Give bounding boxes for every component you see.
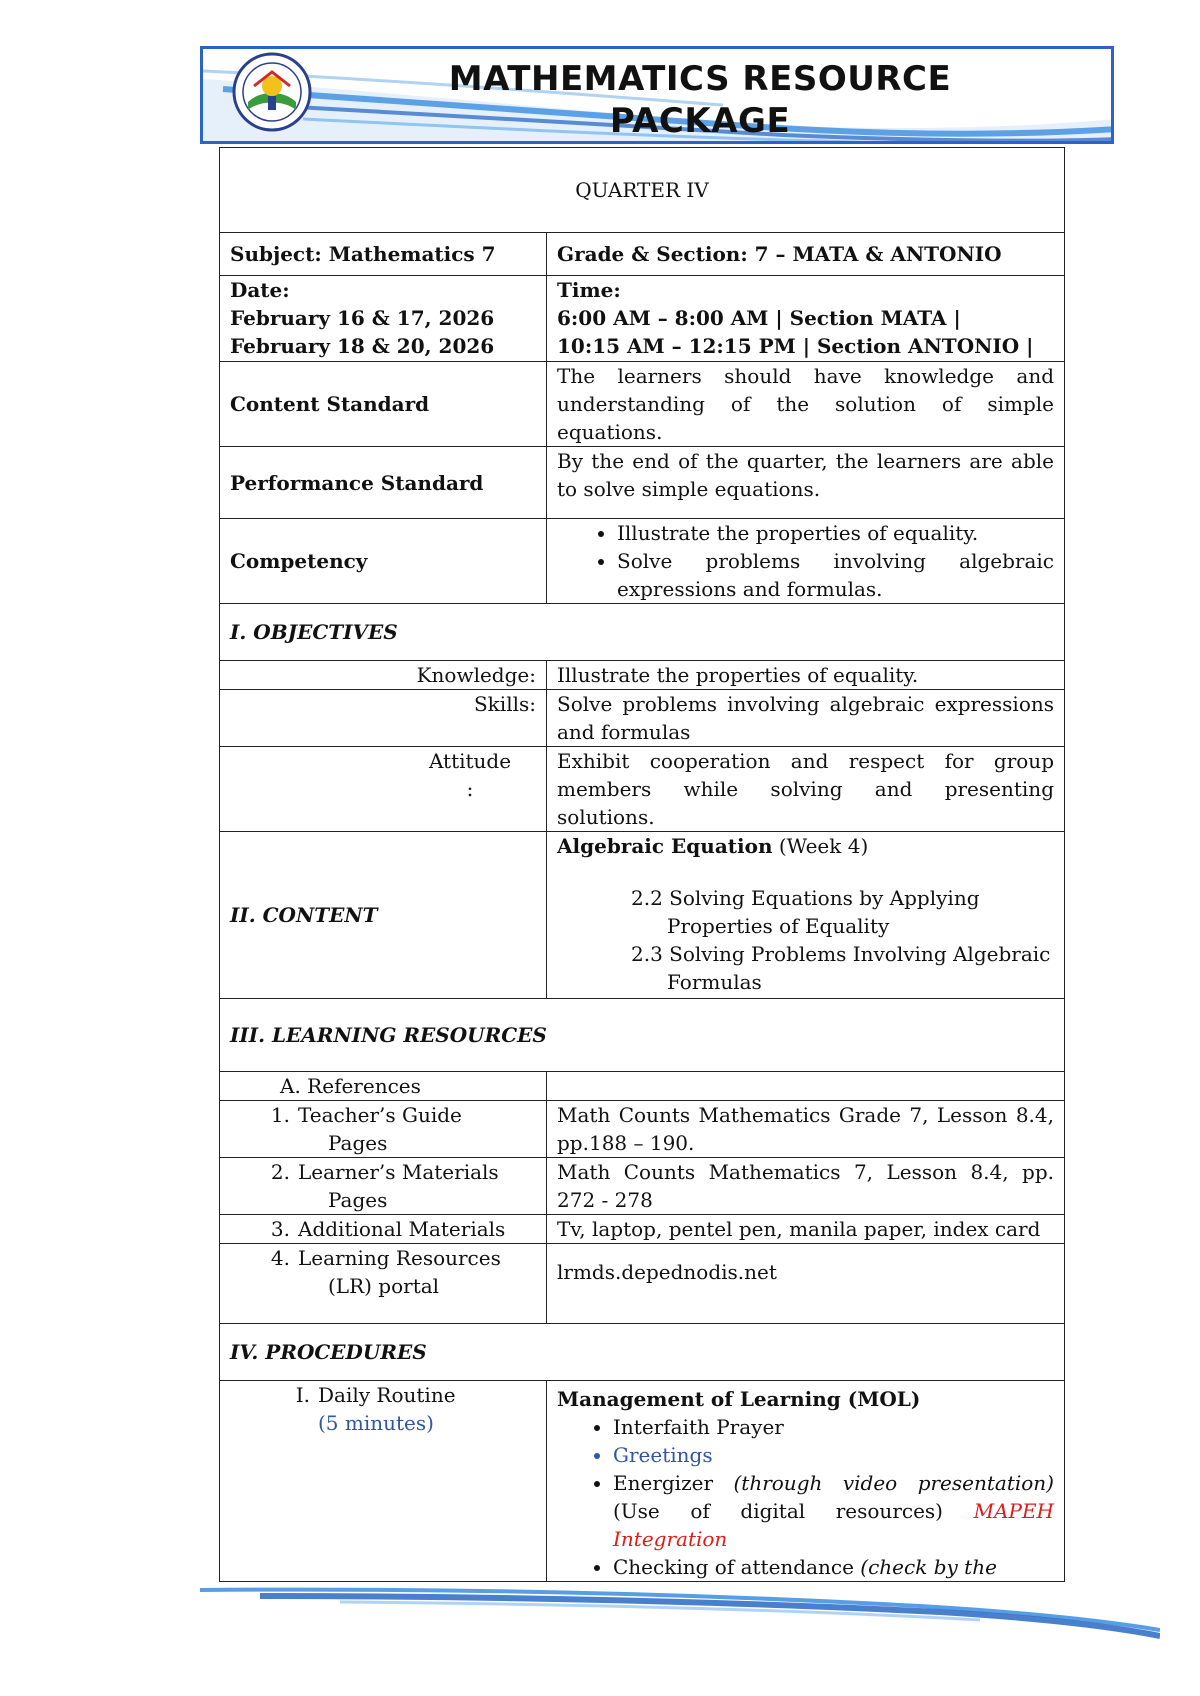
daily-routine-cell — [220, 1381, 547, 1582]
procedures-heading: IV. PROCEDURES — [220, 1324, 1065, 1381]
resource-number: 2. — [270, 1160, 290, 1184]
lr-portal-cell — [220, 1244, 547, 1324]
attitude-colon: : — [466, 777, 474, 801]
procedures-heading-row — [220, 1324, 1065, 1381]
daily-routine-time: (5 minutes) — [318, 1411, 434, 1435]
attendance-note: (check by the — [860, 1555, 997, 1579]
learners-materials-row — [220, 1158, 1065, 1215]
resource-number: 1. — [270, 1103, 290, 1127]
learning-resources-heading: III. LEARNING RESOURCES — [220, 999, 1065, 1072]
mol-list — [557, 1413, 1054, 1581]
learners-materials-label-2: Pages — [328, 1188, 388, 1212]
title-line-2: PACKAGE — [609, 101, 791, 141]
additional-materials-value: Tv, laptop, pentel pen, manila paper, index card — [547, 1215, 1065, 1244]
competency-cell — [547, 519, 1065, 604]
competency-list — [557, 519, 1054, 603]
date-label: Date: — [230, 278, 290, 302]
subject-cell: Subject: Mathematics 7 — [220, 233, 547, 276]
learning-resources-heading-row — [220, 999, 1065, 1072]
skills-label: Skills: — [220, 690, 547, 747]
page-title — [380, 58, 1020, 142]
additional-materials-row — [220, 1215, 1065, 1244]
content-heading: II. CONTENT — [220, 832, 547, 999]
time-label: Time: — [557, 278, 621, 302]
quarter-cell: QUARTER IV — [220, 148, 1065, 233]
mol-heading: Management of Learning (MOL) — [557, 1387, 921, 1411]
quarter-row — [220, 148, 1065, 233]
performance-standard-row — [220, 447, 1065, 519]
objectives-heading: I. OBJECTIVES — [220, 604, 1065, 661]
date-cell — [220, 276, 547, 362]
content-topic-week: (Week 4) — [772, 834, 869, 858]
performance-standard-label: Performance Standard — [220, 447, 547, 519]
subject-row — [220, 233, 1065, 276]
content-standard-text: The learners should have knowledge and understanding of the solution of simple equations. — [547, 362, 1065, 447]
additional-materials-cell — [220, 1215, 547, 1244]
objectives-heading-row — [220, 604, 1065, 661]
content-standard-row — [220, 362, 1065, 447]
content-standard-label: Content Standard — [220, 362, 547, 447]
skills-row — [220, 690, 1065, 747]
knowledge-label: Knowledge: — [220, 661, 547, 690]
lr-portal-link[interactable]: lrmds.depednodis.net — [557, 1260, 777, 1284]
references-letter: A. — [280, 1074, 301, 1098]
mapeh-integration: MAPEH Integration — [613, 1499, 1054, 1551]
procedure-number: I. — [295, 1383, 310, 1407]
date-time-row — [220, 276, 1065, 362]
content-item-1-line-2: Properties of Equality — [667, 914, 890, 938]
content-item-2-line-1: 2.3 Solving Problems Involving Algebraic — [631, 942, 1051, 966]
knowledge-text: Illustrate the properties of equality. — [547, 661, 1065, 690]
mol-cell — [547, 1381, 1065, 1582]
content-cell — [547, 832, 1065, 999]
energizer-note: (through video presentation) — [733, 1471, 1054, 1495]
content-item-1 — [557, 884, 1054, 940]
references-empty — [547, 1072, 1065, 1101]
teachers-guide-row — [220, 1101, 1065, 1158]
deped-seal-icon — [232, 52, 312, 132]
mol-item-attendance — [613, 1553, 1054, 1581]
learners-materials-cell — [220, 1158, 547, 1215]
content-item-1-line-1: 2.2 Solving Equations by Applying — [631, 886, 980, 910]
lr-portal-label: Learning Resources — [298, 1246, 501, 1270]
time-cell — [547, 276, 1065, 362]
teachers-guide-label-2: Pages — [328, 1131, 388, 1155]
competency-item: • Illustrate the properties of equality. — [617, 519, 1054, 547]
daily-routine-row — [220, 1381, 1065, 1582]
skills-text: Solve problems involving algebraic expressions and formulas — [547, 690, 1065, 747]
additional-materials-label: Additional Materials — [298, 1217, 506, 1241]
content-row — [220, 832, 1065, 999]
references-row — [220, 1072, 1065, 1101]
mol-item-prayer: • Interfaith Prayer — [613, 1413, 1054, 1441]
competency-row — [220, 519, 1065, 604]
knowledge-row — [220, 661, 1065, 690]
lesson-plan-table — [219, 147, 1065, 1582]
lr-portal-value-cell — [547, 1244, 1065, 1324]
date-line-2: February 18 & 20, 2026 — [230, 334, 495, 358]
learners-materials-value: Math Counts Mathematics 7, Lesson 8.4, pp. 272 - 278 — [547, 1158, 1065, 1215]
teachers-guide-cell — [220, 1101, 547, 1158]
content-item-2 — [557, 940, 1054, 996]
attitude-text: Exhibit cooperation and respect for group members while solving and presenting solutions. — [547, 747, 1065, 832]
resource-number: 3. — [270, 1217, 290, 1241]
competency-item: • Solve problems involving algebraic expressions and formulas. — [617, 547, 1054, 603]
attitude-label-cell — [220, 747, 547, 832]
mol-item-greetings: • Greetings — [613, 1441, 1054, 1469]
learners-materials-label: Learner’s Materials — [298, 1160, 499, 1184]
grade-section-cell: Grade & Section: 7 – MATA & ANTONIO — [547, 233, 1065, 276]
references-cell — [220, 1072, 547, 1101]
energizer-label: Energizer — [613, 1471, 734, 1495]
teachers-guide-label: Teacher’s Guide — [298, 1103, 462, 1127]
content-item-2-line-2: Formulas — [667, 970, 762, 994]
time-line-2: 10:15 AM – 12:15 PM | Section ANTONIO | — [557, 334, 1034, 358]
energizer-digital: (Use of digital resources) — [613, 1499, 974, 1523]
mol-item-energizer — [613, 1469, 1054, 1553]
competency-label: Competency — [220, 519, 547, 604]
content-topic: Algebraic Equation — [557, 834, 773, 858]
daily-routine-label: Daily Routine — [318, 1383, 456, 1407]
time-line-1: 6:00 AM – 8:00 AM | Section MATA | — [557, 306, 961, 330]
date-line-1: February 16 & 17, 2026 — [230, 306, 495, 330]
footer-swoosh — [200, 1580, 1160, 1640]
title-line-1: MATHEMATICS RESOURCE — [448, 59, 952, 99]
lr-portal-row — [220, 1244, 1065, 1324]
attitude-row — [220, 747, 1065, 832]
attendance-label: Checking of attendance — [613, 1555, 861, 1579]
lr-portal-label-2: (LR) portal — [328, 1274, 440, 1298]
references-label: References — [307, 1074, 421, 1098]
teachers-guide-value: Math Counts Mathematics Grade 7, Lesson 8.4, pp.188 – 190. — [547, 1101, 1065, 1158]
performance-standard-text: By the end of the quarter, the learners are able to solve simple equations. — [547, 447, 1065, 519]
resource-number: 4. — [270, 1246, 290, 1270]
attitude-label: Attitude — [428, 749, 512, 773]
